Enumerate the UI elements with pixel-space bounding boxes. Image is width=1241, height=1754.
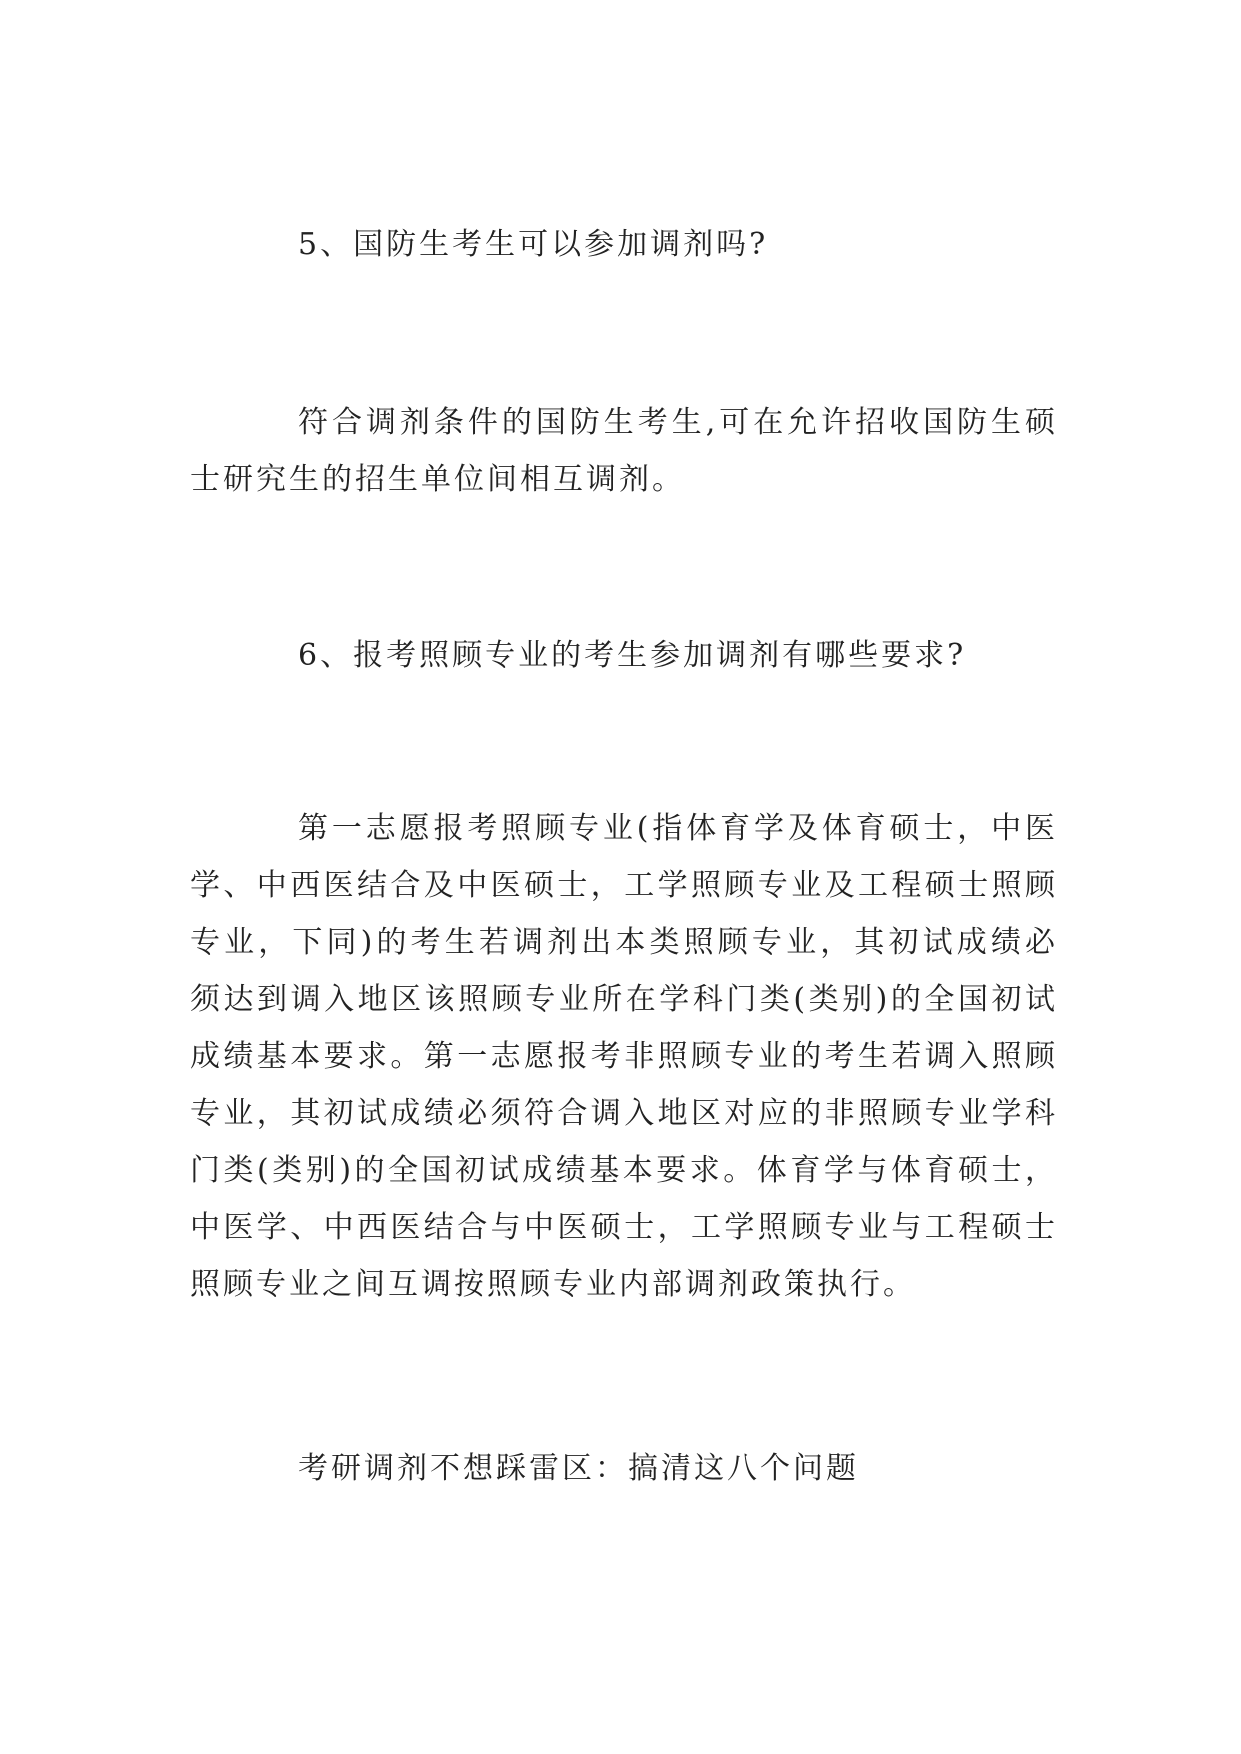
question-6-heading: 6、报考照顾专业的考生参加调剂有哪些要求? xyxy=(298,638,967,673)
article-title-footer: 考研调剂不想踩雷区：搞清这八个问题 xyxy=(298,1451,859,1486)
answer-6-paragraph: 第一志愿报考照顾专业(指体育学及体育硕士，中医学、中西医结合及中医硕士，工学照顾专业及工程硕士照顾专业，下同)的考生若调剂出本类照顾专业，其初试成绩必须达到调入地区该照顾专业所在学科门类(类别)的全国初试成绩基本要求。第一志愿报考非照顾专业的考生若调入照顾专业，其初试成绩必须符合调入地区对应的非照顾专业学科门类(类别)的全国初试成绩基本要求。体育学与体育硕士，中医学、中西医结合与中医硕士，工学照顾专业与工程硕士照顾专业之间互调按照顾专业内部调剂政策执行。 xyxy=(190,811,1058,1302)
answer-5-paragraph: 符合调剂条件的国防生考生,可在允许招收国防生硕士研究生的招生单位间相互调剂。 xyxy=(190,405,1058,497)
question-5-heading: 5、国防生考生可以参加调剂吗? xyxy=(298,227,769,262)
